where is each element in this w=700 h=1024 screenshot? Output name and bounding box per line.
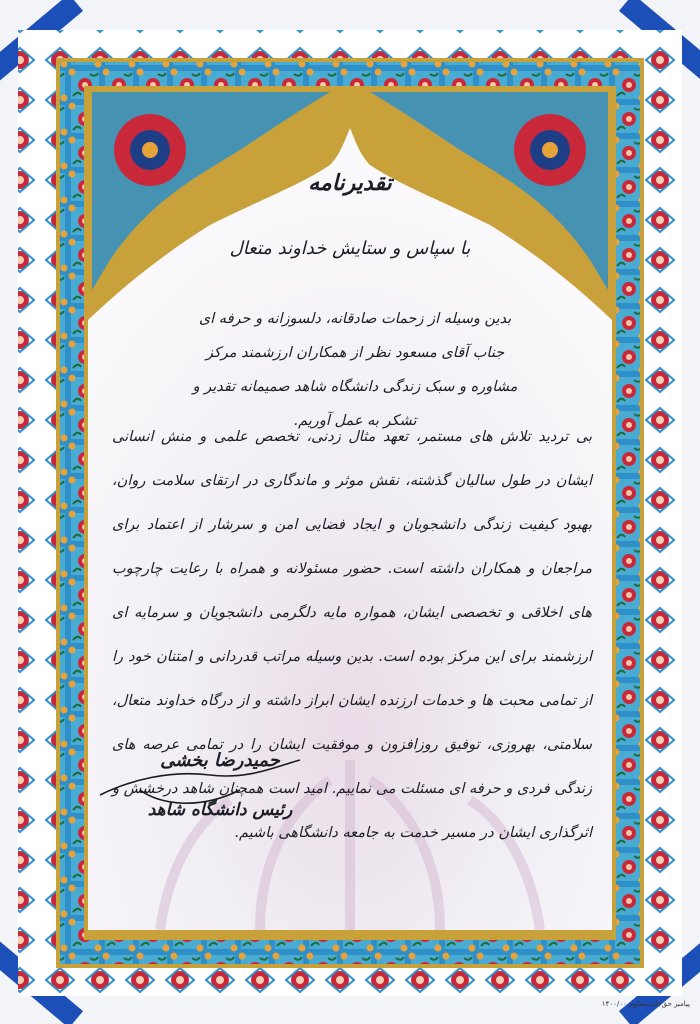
signatory-title: رئیس دانشگاه شاهد xyxy=(147,800,293,820)
footer-print: پیامبر حق‌جانب‌معلوم ۱۴۰۰/۰۰ xyxy=(601,1000,690,1008)
intro-paragraph: بدین وسیله از زحمات صادقانه، دلسوزانه و حرفه ای جناب آقای مسعود نظر از همکاران ارزشمند مرکز مشاوره و سبک زندگی دانشگاه شاهد صمیمانه تقدیر و تشکر به عمل آوریم. xyxy=(192,311,518,429)
certificate-title: تقدیرنامه xyxy=(308,170,392,196)
signatory-name: حمیدرضا بخشی xyxy=(160,750,280,771)
greeting-line: با سپاس و ستایش خداوند متعال xyxy=(229,238,471,259)
body-paragraph: بی تردید تلاش های مستمر، تعهد مثال زدنی، تخصص علمی و منش انسانی ایشان در طول سالیان گذشته، نقش موثر و ماندگاری در ارتقای سلامت روان، بهبود کیفیت زندگی دانشجویان و ایجاد فضایی امن و سرشار از اعتماد برای مراجعان و همکاران داشته است. حضور مسئولانه و همراه با رعایت چارچوب های اخلاقی و تخصصی ایشان، همواره مایه دلگرمی دانشجویان و سرمایه ای ارزشمند برای این مرکز بوده است. بدین وسیله مراتب قدردانی و امتنان خود را از تمامی محبت ها و خدمات ارزنده ایشان ابراز داشته و از درگاه خداوند متعال، سلامتی، بهروزی، توفیق روزافزون و موفقیت ایشان را در تمامی عرصه های زندگی فردی و حرفه ای مسئلت می نماییم. امید است همچنان شاهد درخشش و اثرگذاری ایشان در مسیر خدمت به جامعه دانشگاهی باشیم. xyxy=(112,429,592,841)
